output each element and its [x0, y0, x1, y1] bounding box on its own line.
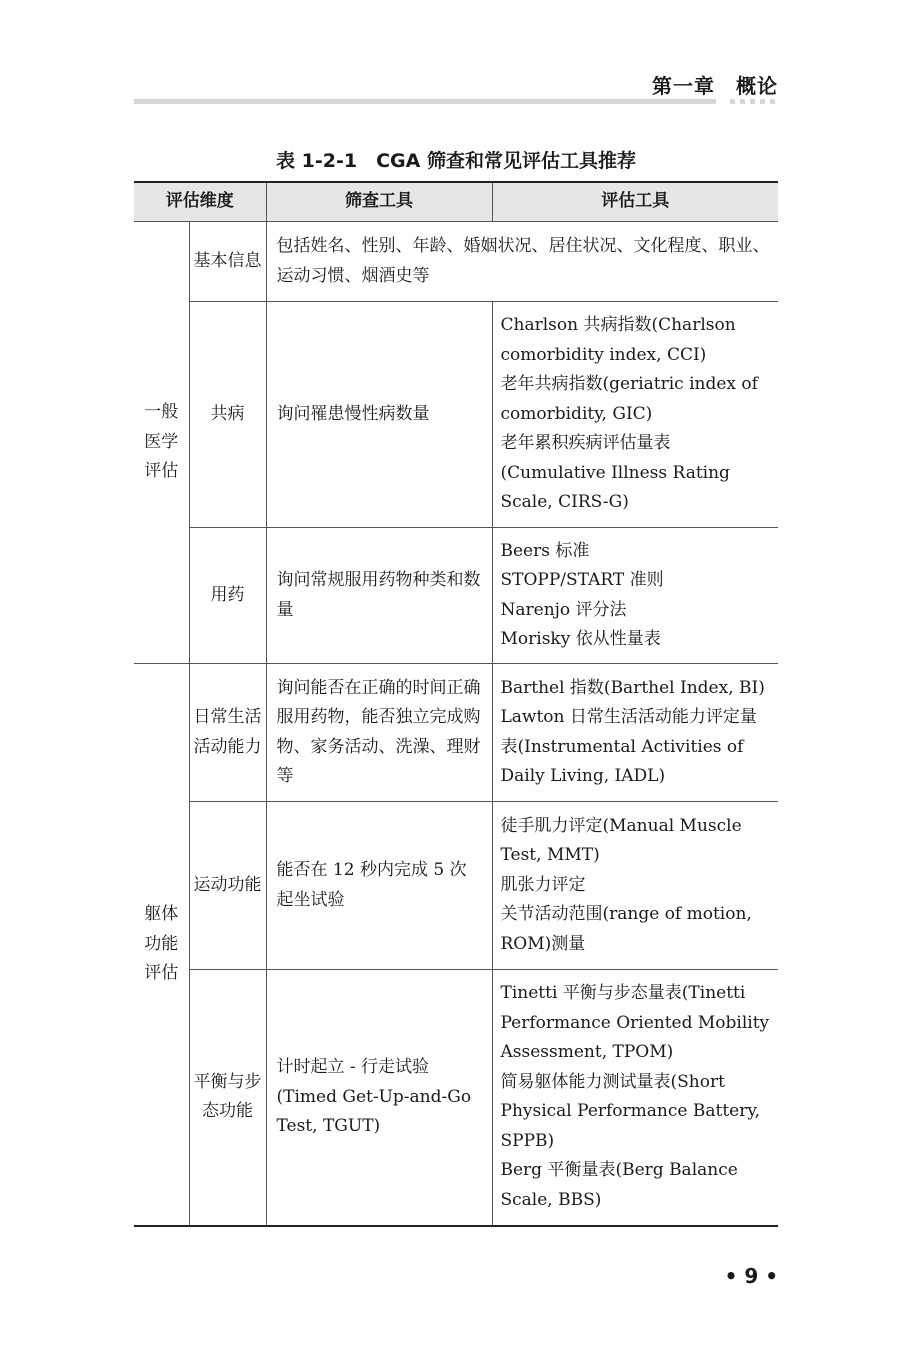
- sub-dimension: 平衡与步态功能: [189, 970, 266, 1226]
- screening-cell: 询问常规服用药物种类和数量: [266, 528, 492, 664]
- assessment-tool: Tinetti 平衡与步态量表(Tinetti Performance Oriented Mobility Assessment, TPOM): [500, 983, 770, 1063]
- screening-cell: 计时起立 - 行走试验(Timed Get-Up-and-Go Test, TGUT): [266, 970, 492, 1226]
- table-row: [134, 664, 778, 802]
- chapter-title: 第一章 概论: [652, 74, 778, 98]
- assessment-tool: Berg 平衡量表(Berg Balance Scale, BBS): [500, 1160, 738, 1210]
- table-row: [134, 302, 778, 528]
- assessment-cell: [492, 970, 778, 1226]
- sub-dimension: 基本信息: [189, 222, 266, 302]
- assessment-table: [134, 181, 778, 1227]
- table-row: [134, 802, 778, 970]
- assessment-tool: Narenjo 评分法: [500, 599, 627, 620]
- table-row: [134, 222, 778, 302]
- assessment-tool: 徒手肌力评定(Manual Muscle Test, MMT): [500, 815, 742, 866]
- assessment-tool: Morisky 依从性量表: [500, 629, 661, 649]
- sub-dimension: 日常生活活动能力: [189, 664, 266, 802]
- assessment-tool: 肌张力评定: [500, 874, 586, 895]
- header-assessment: 评估工具: [492, 182, 778, 222]
- assessment-tool: Barthel 指数(Barthel Index, BI): [500, 677, 765, 698]
- assessment-tool: 简易躯体能力测试量表(Short Physical Performance Battery, SPPB): [500, 1071, 761, 1151]
- table-header-row: [134, 182, 778, 222]
- assessment-cell: [492, 302, 778, 528]
- header-dots: [730, 99, 778, 104]
- assessment-cell: [492, 802, 778, 970]
- assessment-tool: Beers 标准: [500, 540, 590, 561]
- screening-cell: 能否在 12 秒内完成 5 次起坐试验: [266, 802, 492, 970]
- sub-dimension: 用药: [189, 528, 266, 664]
- assessment-cell: [492, 664, 778, 802]
- header-rule: [134, 99, 716, 104]
- screening-cell: 询问能否在正确的时间正确服用药物，能否独立完成购物、家务活动、洗澡、理财等: [266, 664, 492, 802]
- header-dimension: 评估维度: [134, 182, 266, 222]
- basic-info-cell: 包括姓名、性别、年龄、婚姻状况、居住状况、文化程度、职业、运动习惯、烟酒史等: [266, 222, 778, 302]
- assessment-tool: 老年累积疾病评估量表(Cumulative Illness Rating Scale, CIRS-G): [500, 433, 730, 513]
- assessment-tool: 老年共病指数(geriatric index of comorbidity, GIC): [500, 374, 758, 424]
- header-screening: 筛查工具: [266, 182, 492, 222]
- assessment-tool: 关节活动范围(range of motion, ROM)测量: [500, 904, 752, 954]
- sub-dimension: 运动功能: [189, 802, 266, 970]
- assessment-cell: [492, 528, 778, 664]
- group-label: 一般医学评估: [134, 222, 189, 664]
- assessment-tool: STOPP/START 准则: [500, 570, 664, 590]
- group-label: 躯体功能评估: [134, 664, 189, 1226]
- assessment-tool: Charlson 共病指数(Charlson comorbidity index, CCI): [500, 315, 736, 365]
- assessment-tool: Lawton 日常生活活动能力评定量表(Instrumental Activities of Daily Living, IADL): [500, 707, 757, 786]
- page-number: • 9 •: [724, 1264, 778, 1288]
- table-caption: 表 1-2-1 CGA 筛查和常见评估工具推荐: [276, 150, 636, 172]
- table-row: [134, 970, 778, 1226]
- screening-cell: 询问罹患慢性病数量: [266, 302, 492, 528]
- sub-dimension: 共病: [189, 302, 266, 528]
- table-row: [134, 528, 778, 664]
